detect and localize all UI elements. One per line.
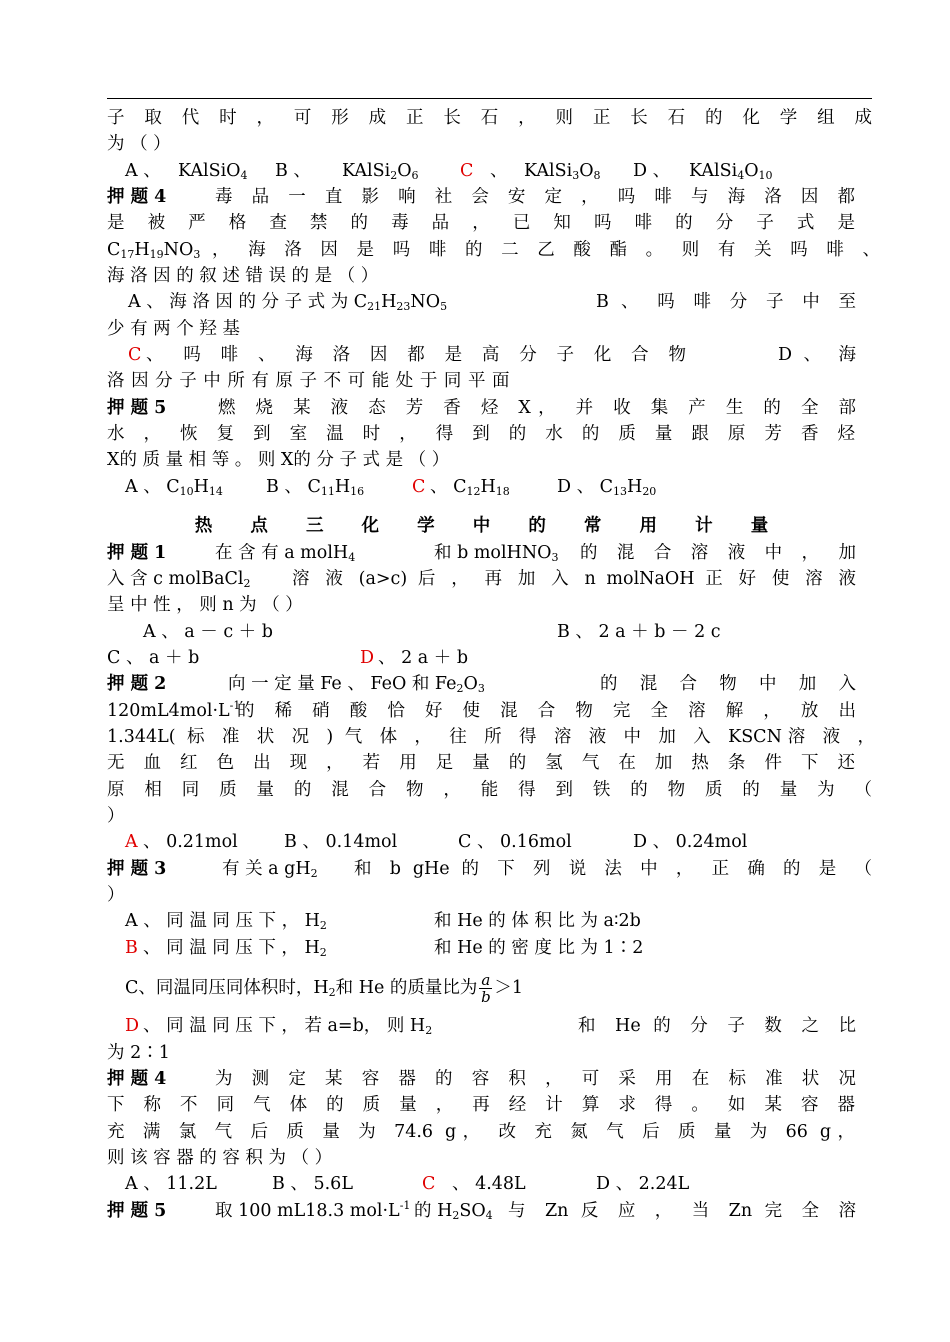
text-line: 充 满 氯 气 后 质 量 为 74.6 g， 改 充 氮 气 后 质 量 为 66 g， — [107, 1122, 855, 1142]
option-a: A 、 同 温 同 压 下 ， $H_2$ — [125, 911, 327, 932]
text-segment: 向 一 定 量 Fe 、 FeO 和 $Fe_2O_3$ — [228, 674, 485, 695]
text-line: 子 取 代 时 ， 可 形 成 正 长 石 ， 则 正 长 石 的 化 学 组 成 — [107, 108, 872, 128]
option-b: B 、 吗 啡 分 子 中 至 — [596, 292, 856, 312]
question-label: 押 题 4 — [107, 1069, 167, 1089]
text-line: 少 有 两 个 羟 基 — [107, 319, 240, 339]
text-segment: 入 含 c molBaCl$_2$ — [107, 569, 251, 590]
option-c: 、 4.48L — [452, 1174, 526, 1194]
option-d: D 、 — [633, 161, 671, 181]
text-line: ， 海 洛 因 是 吗 啡 的 二 乙 酸 酯 。 则 有 关 吗 啡 、 — [212, 240, 880, 260]
text-segment: $120mL4mol\cdot L^{-1}$ — [107, 699, 241, 721]
option-b-value: $KAlSi_2O_6$ — [342, 161, 419, 182]
option-a: A 、 海 洛 因 的 分 子 式 为 $C_{21}H_{23}NO_5$ — [128, 292, 448, 313]
option-a: A 、 — [125, 161, 161, 181]
text-segment: 的 $H_2SO_4$ — [414, 1201, 493, 1222]
formula: $C_{17}H_{19}NO_3$ — [107, 240, 201, 261]
text-line: 呈 中 性 ， 则 n 为 （ ） — [107, 595, 303, 615]
question-label: 押 题 5 — [107, 398, 167, 418]
option-d-value: $KAlSi_4O_{10}$ — [689, 161, 773, 182]
text-line: 燃 烧 某 液 态 芳 香 烃 X， 并 收 集 产 生 的 全 部 — [218, 398, 856, 418]
option-c: 、 $C_{12}H_{18}$ — [430, 477, 510, 498]
text-segment: 取 100 mL18.3 $mol\cdot L^{-1}$ — [215, 1199, 411, 1221]
text-line: 无 血 红 色 出 现 ， 若 用 足 量 的 氢 气 在 加 热 条 件 下 还 — [107, 753, 855, 773]
text-line: ） — [107, 806, 125, 826]
header-rule — [107, 98, 872, 99]
option-b: B 、 $C_{11}H_{16}$ — [266, 477, 365, 498]
option-c: C 、 0.16mol — [458, 832, 572, 852]
option-d: D 、 2.24L — [596, 1174, 690, 1194]
question-label: 押 题 1 — [107, 543, 167, 563]
text-line: 是 被 严 格 查 禁 的 毒 品 ， 已 知 吗 啡 的 分 子 式 是 — [107, 213, 855, 233]
text-line: 为 （ ） — [107, 134, 171, 154]
option-a-label: A — [125, 832, 138, 852]
question-label: 押 题 2 — [107, 674, 167, 694]
section-heading: 热 点 三 化 学 中 的 常 用 计 量 — [194, 516, 785, 536]
text-line: 则 该 容 器 的 容 积 为 （ ） — [107, 1148, 333, 1168]
option-c: C 、 a ＋ b — [107, 648, 200, 668]
option-b: B 、 — [275, 161, 311, 181]
text-line: X的 质 量 相 等 。 则 X的 分 子 式 是 （ ） — [107, 450, 450, 470]
option-c-sep: 、 — [490, 161, 508, 181]
option-c-label: C — [422, 1174, 436, 1194]
option-b: B 、 2 a ＋ b － 2 c — [557, 622, 721, 642]
option-d: 、 2 a ＋ b — [378, 648, 469, 668]
text-line: 的 稀 硝 酸 恰 好 使 混 合 物 完 全 溶 解 ， 放 出 — [237, 701, 856, 721]
text-line: 原 相 同 质 量 的 混 合 物 ， 能 得 到 铁 的 物 质 的 量 为 （ — [107, 780, 872, 800]
option-c: 、 吗 啡 、 海 洛 因 都 是 高 分 子 化 合 物 — [146, 345, 686, 365]
question-label: 押 题 5 — [107, 1201, 167, 1221]
option-c-value: $KAlSi_3O_8$ — [524, 161, 601, 182]
text-line: 为 2∶1 — [107, 1043, 170, 1063]
question-label: 押 题 4 — [107, 187, 167, 207]
option-c-label: C — [412, 477, 426, 497]
text-line: 洛 因 分 子 中 所 有 原 子 不 可 能 处 于 同 平 面 — [107, 371, 511, 391]
option-d: 、 同 温 同 压 下 ， 若 a=b， 则 $H_2$ — [143, 1016, 433, 1037]
option-b: B 、 0.14mol — [284, 832, 398, 852]
option-b-label: B — [125, 938, 138, 958]
option-d-label: D — [125, 1016, 140, 1036]
text-line: 的 混 合 物 中 加 入 — [600, 674, 856, 694]
option-a: A 、 11.2L — [125, 1174, 217, 1194]
option-c-label: C — [460, 161, 474, 181]
text-line: 和 b gHe 的 下 列 说 法 中 ， 正 确 的 是 （ — [354, 859, 872, 879]
fraction: $\frac{a}{b}$ — [481, 971, 491, 1006]
text-line: 毒 品 一 直 影 响 社 会 安 定 ， 吗 啡 与 海 洛 因 都 — [215, 187, 855, 207]
option-c: C、同温同压同体积时，$H_2$和 He 的质量比为 $\frac{a}{b}$ ＞1 — [125, 971, 523, 1006]
option-d-cont: 和 He 的 分 子 数 之 比 — [578, 1016, 856, 1036]
option-b: 、 同 温 同 压 下 ， $H_2$ — [143, 938, 327, 959]
text-line: 海 洛 因 的 叙 述 错 误 的 是 （ ） — [107, 266, 379, 286]
text-segment: 在 含 有 a molH$_4$ — [215, 543, 356, 564]
option-c-label: C — [128, 345, 142, 365]
option-a: A 、 a － c ＋ b — [143, 622, 273, 642]
text-line: 下 称 不 同 气 体 的 质 量 ， 再 经 计 算 求 得 。 如 某 容 器 — [107, 1095, 855, 1115]
text-line: 溶 液 (a>c) 后 ， 再 加 入 n molNaOH 正 好 使 溶 液 — [292, 569, 856, 589]
text-line: 的 混 合 溶 液 中 ， 加 — [580, 543, 856, 563]
option-a-cont: 和 He 的 体 积 比 为 a∶2b — [434, 911, 641, 931]
question-label: 押 题 3 — [107, 859, 167, 879]
option-d-label: D — [360, 648, 375, 668]
text-segment: 有 关 a $gH_2$ — [222, 859, 318, 880]
option-a-value: KAlSiO$_4$ — [178, 161, 248, 182]
text-line: 1.344L( 标 准 状 况 ) 气 体 ， 往 所 得 溶 液 中 加 入 KSCN溶 液 ， — [107, 727, 875, 747]
text-line: 水 ， 恢 复 到 室 温 时 ， 得 到 的 水 的 质 量 跟 原 芳 香 烃 — [107, 424, 855, 444]
option-b-cont: 和 He 的 密 度 比 为 1∶2 — [434, 938, 644, 958]
text-segment: 和 b molHNO$_3$ — [434, 543, 559, 564]
option-d: D 、 0.24mol — [633, 832, 748, 852]
option-d: D 、 $C_{13}H_{20}$ — [557, 477, 657, 498]
text-line: ） — [107, 885, 125, 905]
text-line: 为 测 定 某 容 器 的 容 积 ， 可 采 用 在 标 准 状 况 — [215, 1069, 856, 1089]
option-a: A 、 $C_{10}H_{14}$ — [125, 477, 223, 498]
option-b: B 、 5.6L — [272, 1174, 353, 1194]
option-d: D 、 海 — [778, 345, 856, 365]
option-a: 、 0.21mol — [143, 832, 238, 852]
text-line: 与 Zn 反 应 ， 当 Zn 完 全 溶 — [508, 1201, 856, 1221]
